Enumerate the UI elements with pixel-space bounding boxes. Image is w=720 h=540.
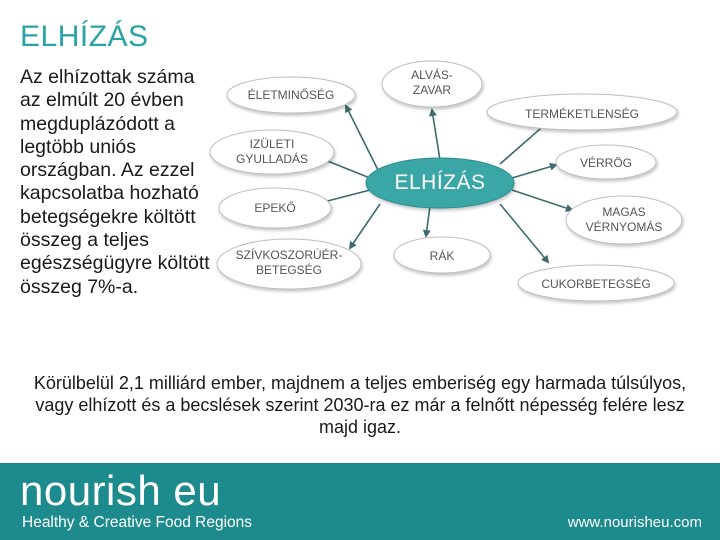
arrow-verrog: [512, 165, 556, 178]
arrow-szivkoszoru: [350, 204, 380, 248]
node-verrog-label: VÉRRÖG: [579, 155, 632, 170]
arrow-rak: [426, 206, 430, 236]
intro-paragraph: Az elhízottak száma az elmúlt 20 évben megduplázódott a legtöbb uniós országban. Az ezzel kapcsolatba hozható betegségekre költött összeg a teljes egészségügyre költött összeg 7%-a.: [20, 66, 210, 298]
brand-tagline: Healthy & Creative Food Regions: [22, 514, 253, 531]
node-eletminoseg-label: ÉLETMINŐSÉG: [247, 87, 335, 102]
node-alvaszavar-label: ALVÁS-ZAVAR: [411, 68, 453, 97]
center-label: ELHÍZÁS: [394, 171, 486, 194]
summary-paragraph: Körülbelül 2,1 milliárd ember, majdnem a teljes emberiség egy harmada túlsúlyos, vagy elhízott és a becslések szerint 2030-ra ez már a felnőtt népesség felére lesz majd igaz.: [33, 373, 687, 437]
page-title: ELHÍZÁS: [20, 20, 149, 53]
node-szivkoszoru-label: SZÍVKOSZORÚÉR-BETEGSÉG: [235, 248, 343, 277]
arrow-magasvernyomas: [512, 190, 572, 210]
node-termeketlenseg-label: TERMÉKETLENSÉG: [524, 106, 640, 121]
node-rak-label: RÁK: [429, 248, 455, 263]
node-izuleti-label: IZÜLETI GYULLADÁS: [235, 137, 309, 166]
footer-bar: [0, 463, 720, 540]
node-magasvernyomas-label: MAGAS VÉRNYOMÁS: [585, 205, 663, 234]
brand-logo: nourish eu: [20, 467, 222, 514]
node-cukorbetegseg-label: CUKORBETEGSÉG: [541, 276, 651, 291]
arrow-cukorbetegseg: [500, 204, 548, 262]
node-epeko-label: EPEKŐ: [254, 200, 296, 215]
website-link[interactable]: www.nourisheu.com: [567, 514, 702, 531]
arrow-alvaszavar: [432, 110, 440, 160]
